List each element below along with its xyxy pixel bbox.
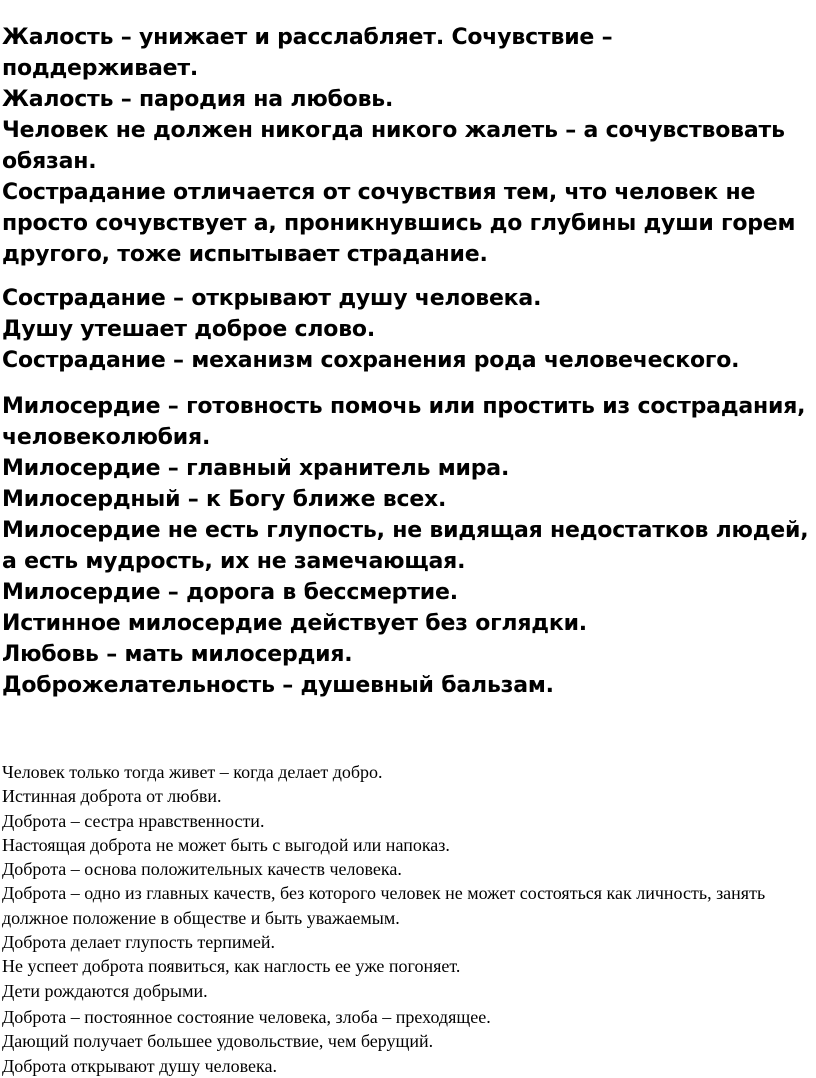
quote-paragraph: Доброта открывают душу человека. — [2, 1055, 277, 1076]
quote-paragraph: Истинная доброта от любви. — [2, 786, 222, 807]
quote-paragraph: Сострадание – открывают душу человека. — [2, 286, 542, 311]
quote-paragraph: Любовь – мать милосердия. — [2, 642, 353, 667]
quote-paragraph: Сострадание отличается от сочувствия тем, что человек не просто сочувствует а, проникнувшись до глубины души горем другого, тоже испытывает страдание. — [2, 180, 796, 267]
quote-paragraph: Не успеет доброта появиться, как наглость ее уже погоняет. — [2, 956, 461, 977]
quote-paragraph: Милосердный – к Богу ближе всех. — [2, 487, 447, 512]
quote-paragraph: Человек только тогда живет – когда делает добро. — [2, 762, 383, 782]
quote-paragraph: Доброта – постоянное состояние человека, злоба – преходящее. — [2, 1006, 491, 1027]
serif-quotes-section — [2, 760, 814, 1078]
quote-paragraph: Доброта – основа положительных качеств человека. — [2, 859, 402, 880]
quote-paragraph: Настоящая доброта не может быть с выгодой или напоказ. — [2, 834, 450, 855]
quote-paragraph: Доброта – сестра нравственности. — [2, 810, 265, 831]
quote-paragraph: Дети рождаются добрыми. — [2, 980, 208, 1001]
quote-paragraph: Милосердие не есть глупость, не видящая недостатков людей, а есть мудрость, их не замечающая. — [2, 518, 809, 574]
quote-paragraph: Истинное милосердие действует без оглядки. — [2, 611, 587, 636]
quote-paragraph: Душу утешает доброе слово. — [2, 317, 376, 342]
quote-paragraph: Жалость – пародия на любовь. — [2, 87, 394, 112]
quote-paragraph: Доброжелательность – душевный бальзам. — [2, 673, 554, 698]
quote-paragraph: Милосердие – дорога в бессмертие. — [2, 580, 458, 605]
quote-paragraph: Милосердие – главный хранитель мира. — [2, 456, 510, 481]
bold-quotes-section — [2, 22, 814, 701]
quote-paragraph: Жалость – унижает и расслабляет. Сочувствие – поддерживает. — [2, 25, 613, 81]
quote-paragraph: Дающий получает большее удовольствие, чем берущий. — [2, 1031, 434, 1052]
quote-paragraph: Доброта делает глупость терпимей. — [2, 932, 275, 953]
quote-paragraph: Человек не должен никогда никого жалеть – а сочувствовать обязан. — [2, 118, 785, 174]
quote-paragraph: Сострадание – механизм сохранения рода человеческого. — [2, 348, 740, 373]
quote-paragraph: Доброта – одно из главных качеств, без которого человек не может состояться как личность, занять должное положение в обществе и быть уважаемым. — [2, 883, 766, 928]
quote-paragraph: Милосердие – готовность помочь или простить из сострадания, человеколюбия. — [2, 394, 806, 450]
